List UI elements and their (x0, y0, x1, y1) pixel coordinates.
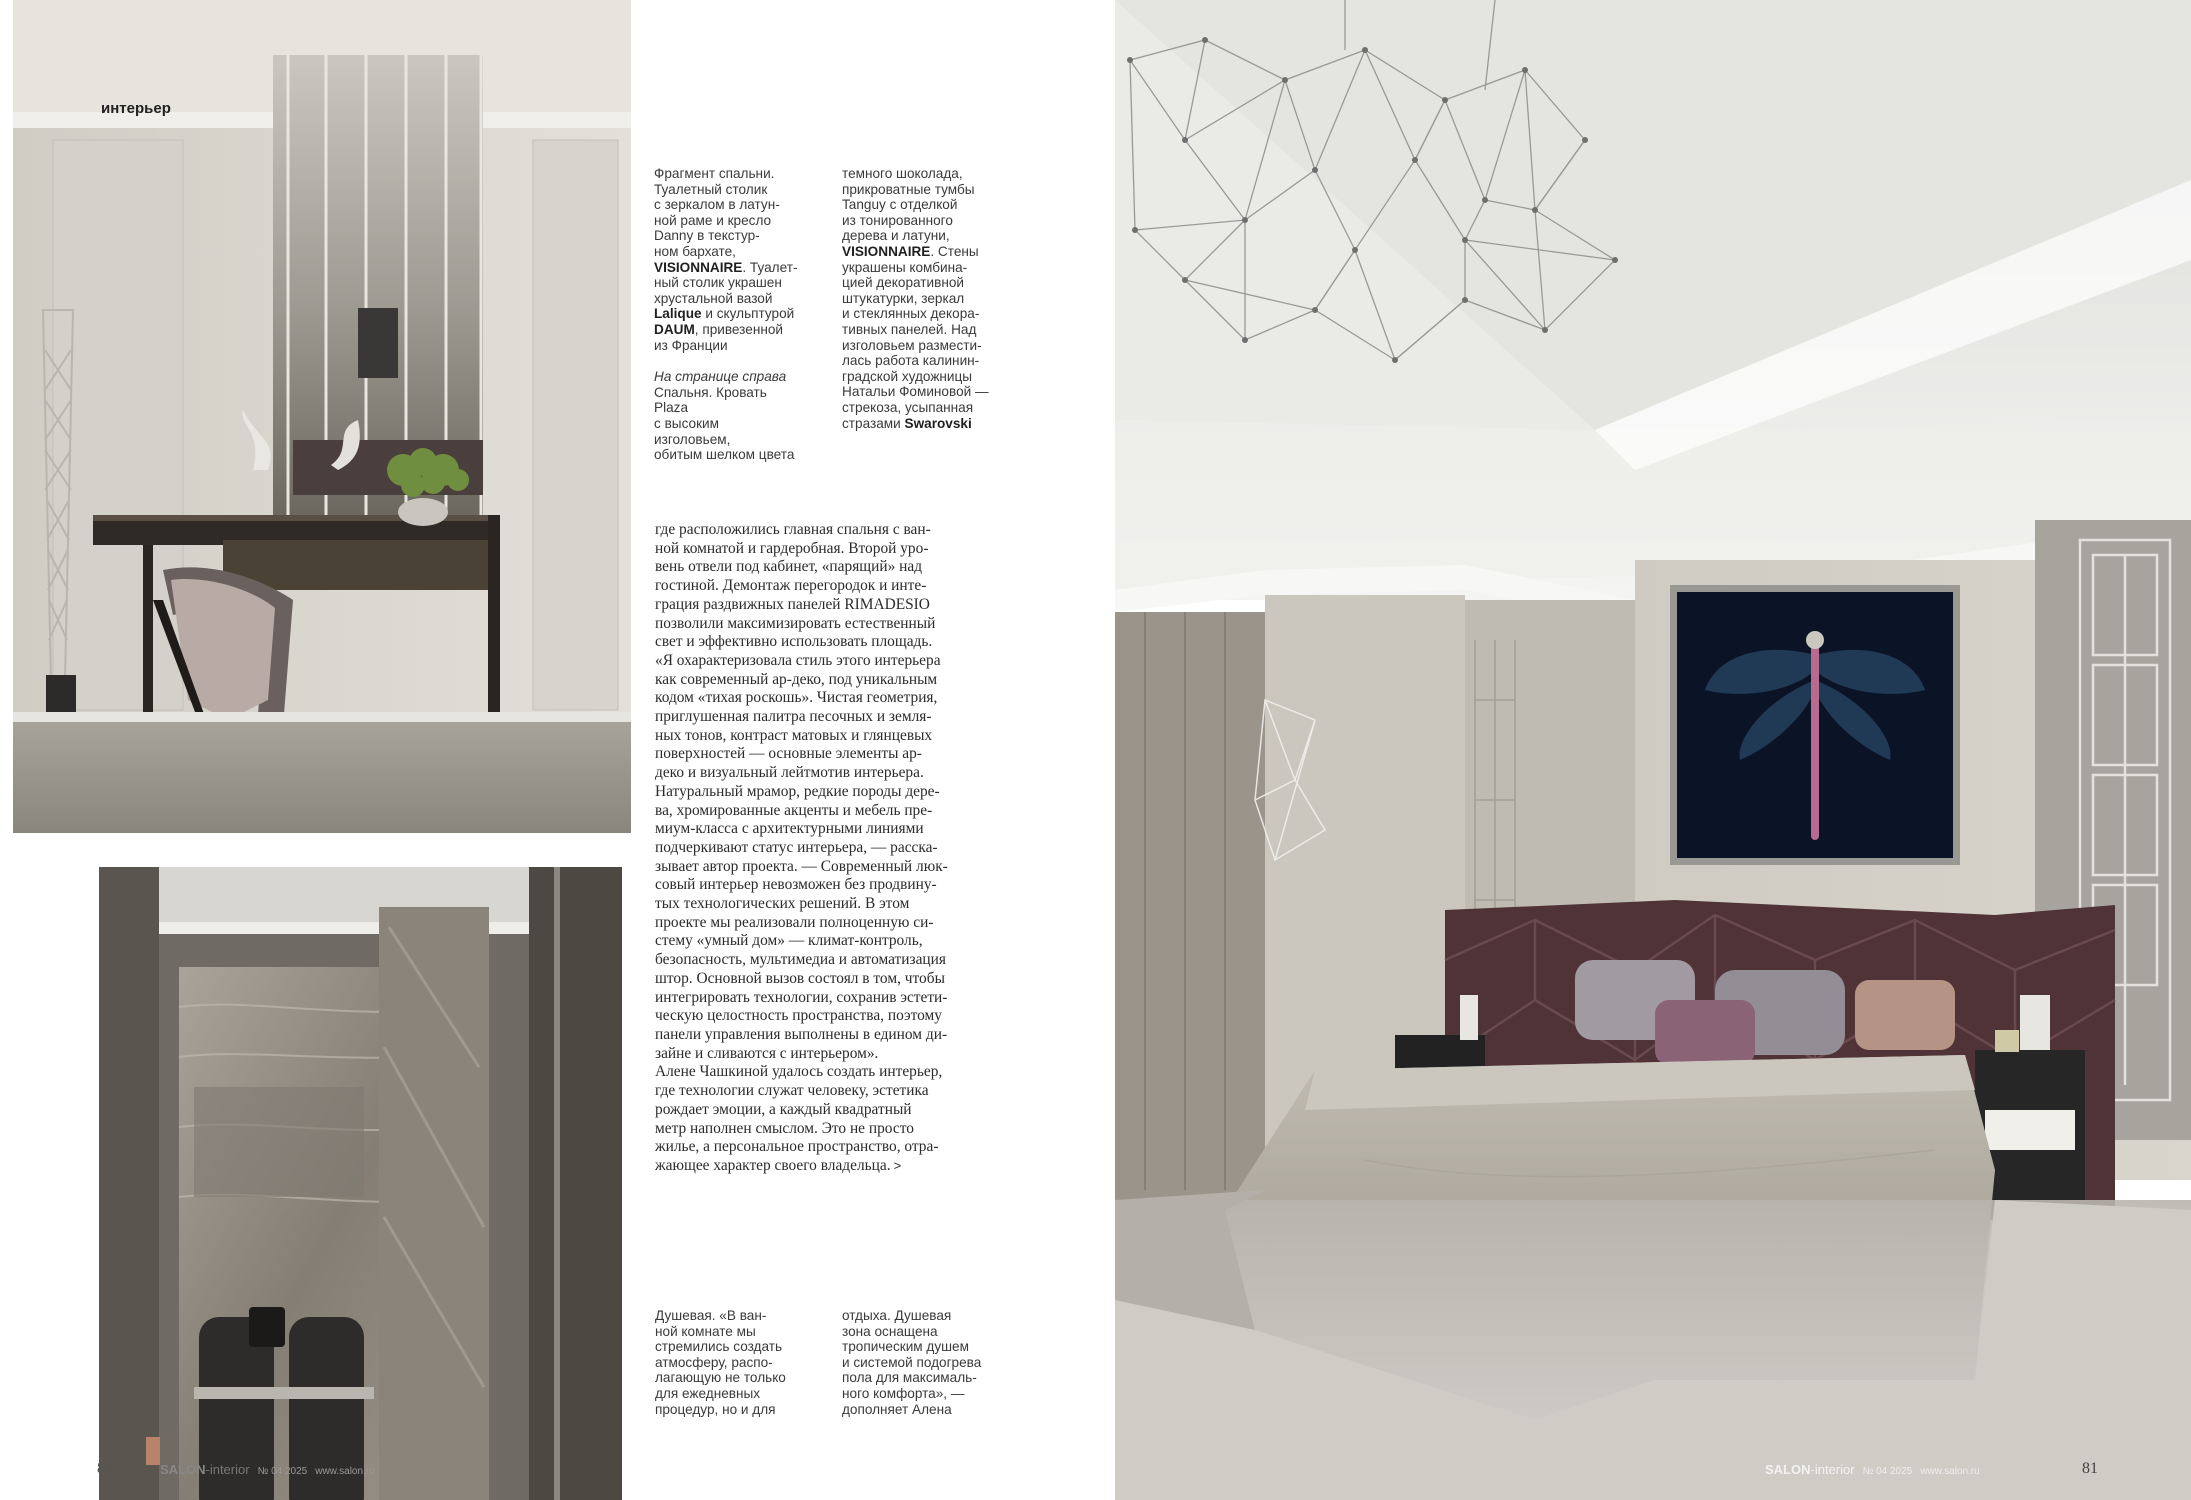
caption-line: тропическим душем (842, 1339, 969, 1355)
dressing-table-photo (13, 0, 631, 833)
bedroom-photo (1115, 0, 2191, 1500)
issue-number: № 04 2025 (257, 1466, 308, 1477)
shower-photo (99, 867, 622, 1500)
website: www.salon.ru (315, 1466, 375, 1477)
body-line: где технологии служат человеку, эстетика (655, 1082, 929, 1100)
website: www.salon.ru (1920, 1466, 1980, 1477)
body-line: ческую целостность пространства, поэтому (655, 1007, 942, 1025)
caption-line: с высоким изголовьем, (654, 415, 731, 447)
body-line: интегрировать технологии, сохранив эстети- (655, 988, 948, 1006)
dressing-caption-text (654, 166, 799, 353)
caption-line: дополняет Алена (842, 1401, 952, 1417)
caption-line: Tanguy с отделкой (842, 197, 958, 213)
body-line: где расположились главная спальня с ван- (655, 521, 931, 538)
caption-line: изголовьем размести- (842, 337, 982, 353)
caption-line: атмосферу, распо- (655, 1354, 773, 1370)
body-line-last (655, 1157, 1000, 1176)
caption-line: ной комнате мы (655, 1323, 756, 1339)
brand-name: Swarovski (904, 415, 972, 431)
dressing-caption (654, 166, 799, 477)
caption-line: градской художницы (842, 368, 973, 384)
body-line: проекте мы реализовали полноценную си- (655, 913, 934, 931)
article-body (655, 521, 1000, 1176)
caption-line: штукатурки, зеркал (842, 290, 965, 306)
caption-line: зона оснащена (842, 1323, 938, 1339)
body-line: свет и эффективно использовать площадь. (655, 633, 933, 651)
caption-line: отдыха. Душевая (842, 1308, 952, 1323)
right-page-note: На странице справа (654, 369, 787, 385)
bedroom-caption-text (842, 166, 992, 431)
body-line: зывает автор проекта. — Современный люк- (655, 857, 948, 875)
caption-line: лась работа калинин- (842, 353, 980, 369)
shower-caption-right (842, 1308, 1002, 1417)
shower-caption-left (655, 1308, 805, 1417)
caption-fragment: , привезенной (694, 321, 783, 337)
caption-line: ной раме и кресло (654, 212, 772, 228)
body-line: ва, хромированные акценты и мебель пре- (655, 801, 933, 819)
issue-number: № 04 2025 (1862, 1466, 1913, 1477)
body-line: гостиной. Демонтаж перегородок и инте- (655, 577, 927, 595)
body-line: жилье, а персональное пространство, отра- (655, 1138, 939, 1156)
caption-line: Натальи Фоминовой — (842, 384, 989, 400)
caption-line: украшены комбина- (842, 259, 968, 275)
page-number-left: 80 (97, 1460, 113, 1477)
brand-name: DAUM (654, 321, 695, 337)
caption-line: и системой подогрева (842, 1354, 982, 1370)
magazine-brand-suffix: -interior (205, 1462, 250, 1477)
body-line: рождает эмоции, а каждый квадратный (655, 1100, 912, 1118)
caption-line: темного шоколада, (842, 166, 963, 181)
body-line: ной комнатой и гардеробная. Второй уро- (655, 539, 929, 557)
dressing-table-illustration (13, 0, 631, 833)
brand-name: VISIONNAIRE (842, 243, 931, 259)
body-line: Натуральный мрамор, редкие породы дере- (655, 782, 940, 800)
page-number-right: 81 (2082, 1460, 2098, 1477)
brand-name: VISIONNAIRE (654, 259, 743, 275)
body-line: метр наполнен смыслом. Это не просто (655, 1119, 914, 1137)
body-line: Алене Чашкиной удалось создать интерьер, (655, 1063, 943, 1081)
body-line: тых технологических решений. В этом (655, 895, 910, 913)
body-line: панели управления выполнены в едином ди- (655, 1025, 948, 1043)
magazine-brand-suffix: -interior (1810, 1462, 1855, 1477)
magazine-brand: SALON (1765, 1462, 1811, 1477)
caption-line: цией декоративной (842, 275, 964, 291)
caption-line: Душевая. «В ван- (655, 1308, 767, 1323)
caption-line: Спальня. Кровать Plaza (654, 384, 767, 416)
caption-line: ный столик украшен (654, 275, 782, 291)
caption-line: процедур, но и для (655, 1401, 776, 1417)
caption-line: лагающую не только (655, 1370, 786, 1386)
body-line: подчеркивают статус интерьера, — расска- (655, 838, 938, 856)
body-line: стему «умный дом» — климат-контроль, (655, 932, 923, 950)
bedroom-illustration (1115, 0, 2191, 1500)
caption-fragment: . Туалет- (742, 259, 798, 275)
shower-illustration (99, 867, 622, 1500)
body-line: кодом «тихая роскошь». Чистая геометрия, (655, 689, 938, 707)
caption-fragment: . Стены (930, 243, 979, 259)
caption-line: обитым шелком цвета (654, 447, 795, 463)
body-line: зайне и сливаются с интерьером». (655, 1044, 879, 1062)
body-line: ных тонов, контраст матовых и глянцевых (655, 726, 933, 744)
caption-line: Danny в текстур- (654, 228, 760, 244)
body-line: вень отвели под кабинет, «парящий» над (655, 558, 923, 576)
footer-left (160, 1462, 375, 1477)
caption-line: тивных панелей. Над (842, 321, 977, 337)
caption-line: хрустальной вазой (654, 290, 773, 306)
caption-line: стрекоза, усыпанная (842, 399, 974, 415)
body-line: деко и визуальный лейтмотив интерьера. (655, 764, 924, 782)
right-page-caption (654, 369, 799, 463)
end-mark: > (893, 1157, 902, 1173)
magazine-brand: SALON (160, 1462, 206, 1477)
body-line: миум-класса с архитектурными линиями (655, 820, 924, 838)
body-line: грация раздвижных панелей RIMADESIO (655, 595, 930, 613)
caption-line: стремились создать (655, 1339, 783, 1355)
caption-line: из Франции (654, 337, 728, 353)
caption-line: из тонированного (842, 212, 953, 228)
caption-line: дерева и латуни, (842, 228, 950, 244)
body-line: жающее характер своего владельца. (655, 1156, 891, 1174)
brand-name: Lalique (654, 306, 702, 322)
caption-fragment: и скульптурой (701, 306, 795, 322)
caption-line: Туалетный столик (654, 181, 768, 197)
caption-fragment: стразами (842, 415, 901, 431)
body-line: поверхностей — основные элементы ар- (655, 745, 922, 763)
caption-line: для ежедневных (655, 1385, 761, 1401)
body-line: как современный ар-деко, под уникальным (655, 670, 938, 688)
body-line: совый интерьер невозможен без продвину- (655, 876, 937, 894)
body-line: штор. Основной вызов состоял в том, чтобы (655, 969, 945, 987)
body-line: приглушенная палитра песочных и земля- (655, 708, 932, 726)
caption-line: прикроватные тумбы (842, 181, 975, 197)
caption-line: и стеклянных декора- (842, 306, 980, 322)
bedroom-caption (842, 166, 992, 431)
caption-line: ном бархате, (654, 243, 736, 259)
body-line: «Я охарактеризовала стиль этого интерьера (655, 651, 941, 669)
caption-line: ного комфорта», — (842, 1385, 965, 1401)
caption-line: Фрагмент спальни. (654, 166, 775, 181)
caption-line: с зеркалом в латун- (654, 197, 780, 213)
section-label: интерьер (101, 100, 171, 117)
caption-line: пола для максималь- (842, 1370, 977, 1386)
footer-right (1765, 1462, 1980, 1477)
body-line: позволили максимизировать естественный (655, 614, 936, 632)
body-line: безопасность, мультимедиа и автоматизация (655, 951, 946, 969)
